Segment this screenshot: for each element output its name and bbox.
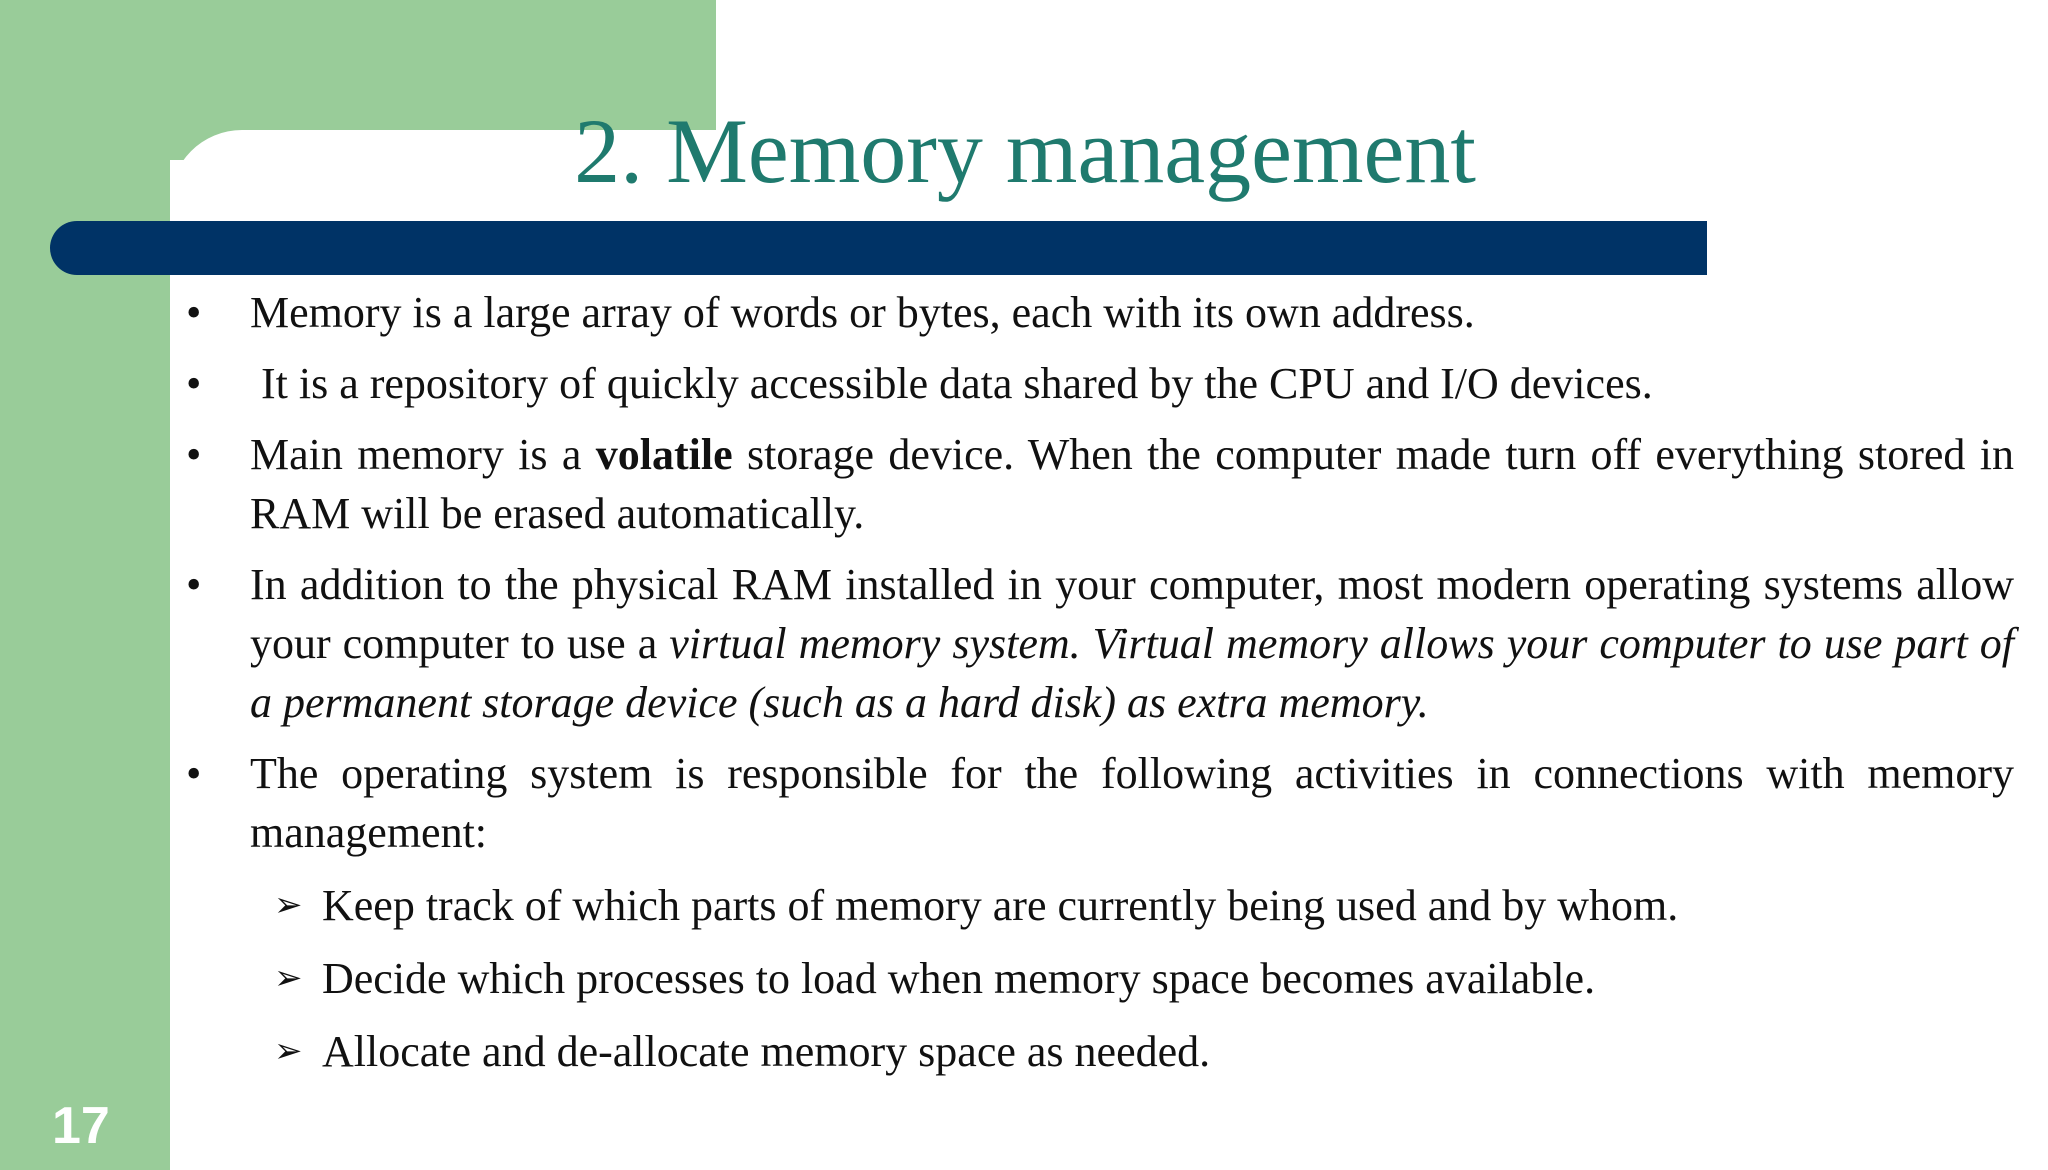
bullet-text: [250, 555, 2014, 732]
sidebar-green-band: [0, 0, 170, 1170]
sub-bullet-text: Decide which processes to load when memory space becomes available.: [322, 954, 1596, 1003]
bullet-text: The operating system is responsible for the following activities in connections with memory management:: [250, 749, 2014, 857]
bullet-dot-icon: •: [186, 359, 202, 408]
arrow-bullet-icon: ➢: [274, 885, 303, 925]
bullet-dot-icon: •: [186, 560, 202, 609]
bullet-item: [186, 744, 2014, 862]
bullet-item: [186, 354, 2014, 413]
bullet-dot-icon: •: [186, 749, 202, 798]
bullet-bold-term: volatile: [595, 430, 733, 479]
arrow-bullet-icon: ➢: [274, 958, 303, 998]
arrow-bullet-icon: ➢: [274, 1031, 303, 1071]
page-number: 17: [52, 1097, 110, 1155]
sub-bullet-text: Keep track of which parts of memory are currently being used and by whom.: [322, 881, 1679, 930]
bullet-item: [186, 425, 2014, 543]
bullet-dot-icon: •: [186, 430, 202, 479]
bullet-text-part: Main memory is a: [250, 430, 596, 479]
bullet-text-part: In addition to the physical RAM installed in your computer, most modern operating systems allow your computer to use a: [250, 560, 2014, 668]
bullet-dot-icon: •: [186, 288, 202, 337]
bullet-italic-text: virtual memory system. Virtual memory allows your computer to use part of a permanent storage device (such as a hard disk) as extra memory.: [250, 619, 2014, 727]
bullet-text-part: storage device. When the computer made turn off everything stored in RAM will be erased automatically.: [250, 430, 2014, 538]
bullet-item: [186, 283, 2014, 342]
slide-title: 2. Memory management: [574, 100, 1476, 202]
bullet-text: Memory is a large array of words or bytes, each with its own address.: [250, 288, 1475, 337]
bullet-text: It is a repository of quickly accessible data shared by the CPU and I/O devices.: [250, 359, 1653, 408]
title-underline-bar: [50, 221, 1707, 275]
sub-bullet-item: [186, 1022, 2014, 1081]
bullet-item: [186, 555, 2014, 732]
bullet-list: [186, 283, 2014, 1093]
sub-bullet-item: [186, 876, 2014, 935]
bullet-text: [250, 425, 2014, 543]
sub-bullet-text: Allocate and de-allocate memory space as needed.: [322, 1027, 1211, 1076]
sub-bullet-item: [186, 949, 2014, 1008]
